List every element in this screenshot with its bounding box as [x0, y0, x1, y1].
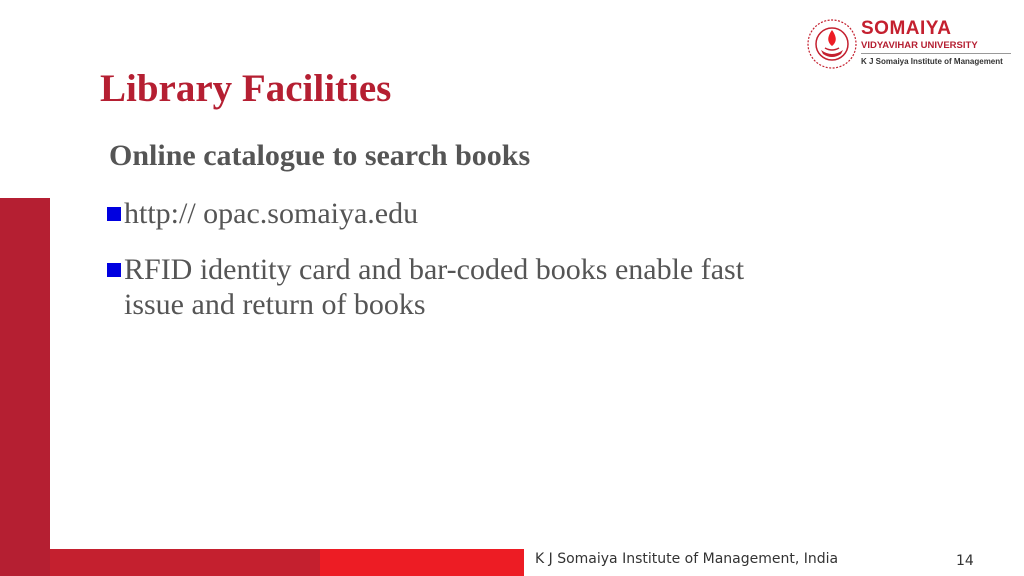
footer-institution: K J Somaiya Institute of Management, India — [535, 551, 839, 567]
bullet-item — [104, 252, 824, 322]
square-bullet-icon — [107, 263, 121, 277]
bottom-accent-bar-dark — [50, 549, 320, 576]
bullet-item — [104, 196, 824, 231]
university-logo — [806, 16, 1012, 72]
page-number: 14 — [956, 553, 974, 569]
logo-divider — [861, 53, 1011, 54]
logo-institute: K J Somaiya Institute of Management — [861, 57, 1003, 66]
left-accent-bar — [0, 198, 50, 576]
square-bullet-icon — [107, 207, 121, 221]
bullet-text: http:// opac.somaiya.edu — [124, 197, 419, 230]
somaiya-emblem-icon — [806, 18, 858, 70]
logo-name: SOMAIYA — [861, 18, 952, 39]
bullet-list — [104, 196, 824, 343]
slide-subtitle: Online catalogue to search books — [109, 139, 531, 172]
logo-university: VIDYAVIHAR UNIVERSITY — [861, 40, 978, 51]
bullet-text: RFID identity card and bar-coded books enable fast issue and return of books — [124, 253, 745, 321]
bottom-accent-bar-bright — [320, 549, 524, 576]
slide-title: Library Facilities — [100, 67, 392, 110]
